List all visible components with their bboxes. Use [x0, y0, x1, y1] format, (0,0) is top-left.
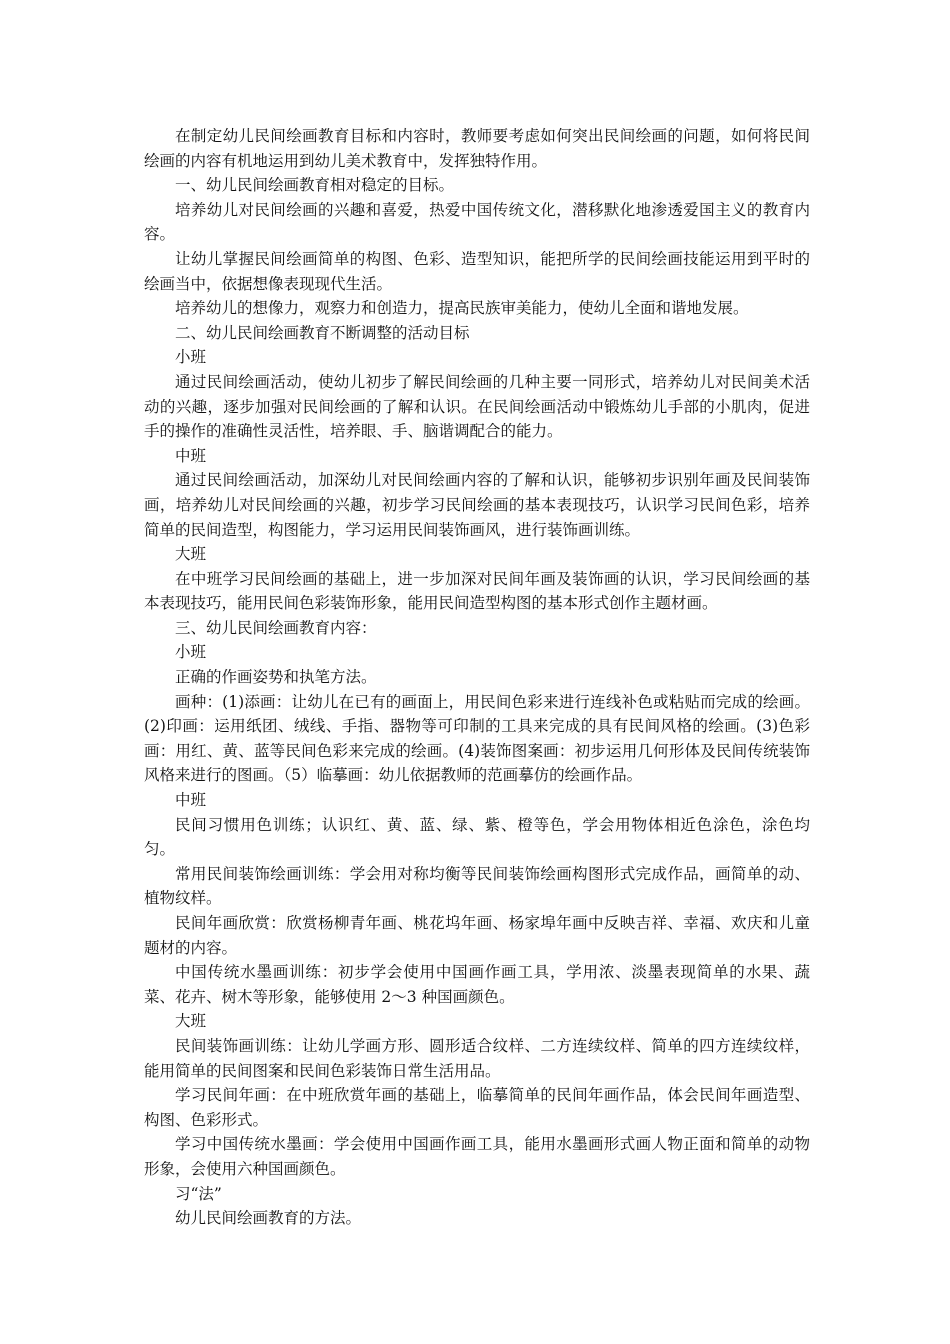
paragraph: 画种：(1)添画：让幼儿在已有的画面上，用民间色彩来进行连线补色或粘贴而完成的绘画。(2)印画：运用纸团、绒线、手指、器物等可印制的工具来完成的具有民间风格的绘画。(3)色彩画：用红、黄、蓝等民间色彩来完成的绘画。(4)装饰图案画：初步运用几何形体及民间传统装饰风格来进行的图画。（5）临摹画：幼儿依据教师的范画摹仿的绘画作品。: [144, 692, 810, 785]
paragraph: 幼儿民间绘画教育的方法。: [175, 1209, 362, 1228]
paragraph: 通过民间绘画活动，加深幼儿对民间绘画内容的了解和认识，能够初步识别年画及民间装饰画，培养幼儿对民间绘画的兴趣，初步学习民间绘画的基本表现技巧，认识学习民间色彩，培养简单的民间造型，构图能力，学习运用民间装饰画风，进行装饰画训练。: [144, 471, 810, 539]
paragraph: 学习民间年画：在中班欣赏年画的基础上，临摹简单的民间年画作品，体会民间年画造型、构图、色彩形式。: [144, 1086, 810, 1129]
paragraph: 中国传统水墨画训练：初步学会使用中国画作画工具，学用浓、淡墨表现简单的水果、蔬菜、花卉、树木等形象，能够使用 2～3 种国画颜色。: [144, 963, 810, 1006]
paragraph: 学习中国传统水墨画：学会使用中国画作画工具，能用水墨画形式画人物正面和简单的动物形象，会使用六种国画颜色。: [144, 1135, 810, 1178]
paragraph: 常用民间装饰绘画训练：学会用对称均衡等民间装饰绘画构图形式完成作品，画简单的动、植物纹样。: [144, 864, 810, 908]
paragraph: 民间装饰画训练：让幼儿学画方形、圆形适合纹样、二方连续纹样、简单的四方连续纹样，能用简单的民间图案和民间色彩装饰日常生活用品。: [144, 1036, 810, 1080]
subheading-middle-class: 中班: [175, 791, 207, 810]
paragraph: 培养幼儿的想像力，观察力和创造力，提高民族审美能力，使幼儿全面和谐地发展。: [175, 299, 749, 318]
subheading-small-class: 小班: [175, 348, 207, 367]
document-body: [144, 124, 810, 1231]
subheading-middle-class: 中班: [175, 446, 207, 465]
subheading-small-class: 小班: [175, 643, 207, 662]
paragraph: 正确的作画姿势和执笔方法。: [175, 668, 377, 687]
section-heading-1: 一、幼儿民间绘画教育相对稳定的目标。: [175, 176, 455, 195]
section-heading-3: 三、幼儿民间绘画教育内容：: [175, 618, 377, 637]
paragraph: 民间习惯用色训练；认识红、黄、蓝、绿、紫、橙等色，学会用物体相近色涂色，涂色均匀。: [144, 815, 810, 859]
paragraph: 培养幼儿对民间绘画的兴趣和喜爱，热爱中国传统文化，潜移默化地渗透爱国主义的教育内容。: [144, 200, 810, 244]
intro-paragraph: 在制定幼儿民间绘画教育目标和内容时，教师要考虑如何突出民间绘画的问题，如何将民间绘画的内容有机地运用到幼儿美术教育中，发挥独特作用。: [144, 127, 810, 170]
paragraph: 通过民间绘画活动，使幼儿初步了解民间绘画的几种主要一同形式，培养幼儿对民间美术活动的兴趣，逐步加强对民间绘画的了解和认识。在民间绘画活动中锻炼幼儿手部的小肌肉，促进手的操作的准确性灵活性，培养眼、手、脑谐调配合的能力。: [144, 372, 810, 441]
subheading-large-class: 大班: [175, 1012, 207, 1031]
paragraph: 让幼儿掌握民间绘画简单的构图、色彩、造型知识，能把所学的民间绘画技能运用到平时的绘画当中，依据想像表现现代生活。: [144, 249, 810, 293]
paragraph: 民间年画欣赏：欣赏杨柳青年画、桃花坞年画、杨家埠年画中反映吉祥、幸福、欢庆和儿童题材的内容。: [144, 914, 810, 957]
subheading-large-class: 大班: [175, 545, 207, 564]
subheading-method: 习“法”: [175, 1184, 222, 1203]
paragraph: 在中班学习民间绘画的基础上，进一步加深对民间年画及装饰画的认识，学习民间绘画的基本表现技巧，能用民间色彩装饰形象，能用民间造型构图的基本形式创作主题材画。: [144, 569, 810, 613]
section-heading-2: 二、幼儿民间绘画教育不断调整的活动目标: [175, 323, 470, 342]
